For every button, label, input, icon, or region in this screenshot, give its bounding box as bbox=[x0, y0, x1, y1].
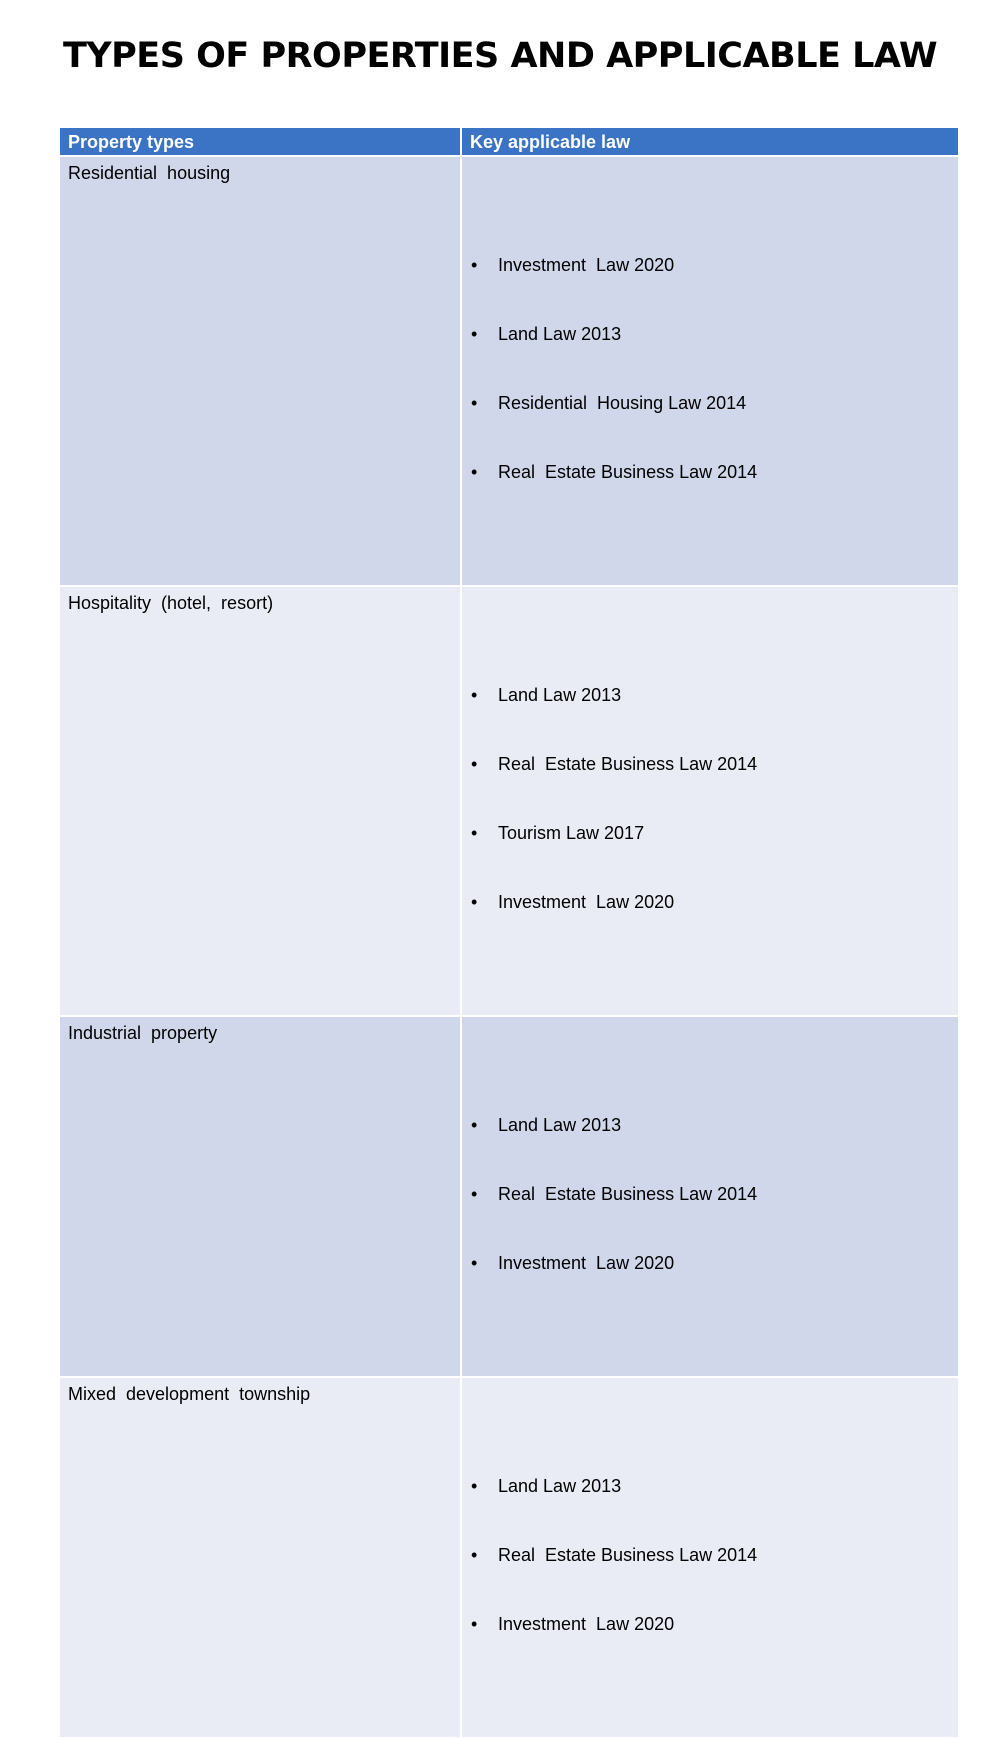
applicable-law-cell bbox=[461, 586, 959, 1016]
bullet-icon: • bbox=[471, 1184, 478, 1204]
law-item bbox=[470, 1475, 950, 1498]
law-item-label: Real Estate Business Law 2014 bbox=[498, 1545, 758, 1565]
bullet-icon: • bbox=[471, 1253, 478, 1273]
bullet-icon: • bbox=[471, 393, 478, 413]
law-item-label: Investment Law 2020 bbox=[498, 1253, 675, 1273]
law-item-label: Residential Housing Law 2014 bbox=[498, 393, 747, 413]
property-type-cell: Mixed development township bbox=[59, 1377, 461, 1738]
table-row bbox=[59, 1377, 959, 1738]
law-item-label: Tourism Law 2017 bbox=[498, 823, 645, 843]
property-type-cell: Industrial property bbox=[59, 1016, 461, 1377]
bullet-icon: • bbox=[471, 1545, 478, 1565]
table-row bbox=[59, 156, 959, 586]
slide-title: TYPES OF PROPERTIES AND APPLICABLE LAW bbox=[62, 36, 938, 76]
bullet-icon: • bbox=[471, 754, 478, 774]
header-key-applicable-law: Key applicable law bbox=[461, 127, 959, 156]
law-item bbox=[470, 1252, 950, 1275]
property-type-cell: Residential housing bbox=[59, 156, 461, 586]
table-row bbox=[59, 586, 959, 1016]
law-item-label: Land Law 2013 bbox=[498, 685, 622, 705]
law-item-label: Investment Law 2020 bbox=[498, 1614, 675, 1634]
law-list bbox=[470, 638, 950, 960]
applicable-law-cell bbox=[461, 1016, 959, 1377]
law-item bbox=[470, 1544, 950, 1567]
law-item bbox=[470, 1183, 950, 1206]
law-item-label: Real Estate Business Law 2014 bbox=[498, 1184, 758, 1204]
law-item bbox=[470, 1114, 950, 1137]
bullet-icon: • bbox=[471, 1614, 478, 1634]
law-item bbox=[470, 323, 950, 346]
law-item bbox=[470, 891, 950, 914]
law-list bbox=[470, 1429, 950, 1682]
law-item-label: Investment Law 2020 bbox=[498, 892, 675, 912]
bullet-icon: • bbox=[471, 823, 478, 843]
law-item-label: Investment Law 2020 bbox=[498, 255, 675, 275]
law-item bbox=[470, 753, 950, 776]
bullet-icon: • bbox=[471, 255, 478, 275]
law-item-label: Land Law 2013 bbox=[498, 324, 622, 344]
table-header-row bbox=[59, 127, 959, 156]
property-law-table bbox=[58, 126, 960, 1739]
bullet-icon: • bbox=[471, 1476, 478, 1496]
law-item bbox=[470, 684, 950, 707]
law-item bbox=[470, 822, 950, 845]
bullet-icon: • bbox=[471, 685, 478, 705]
applicable-law-cell bbox=[461, 1377, 959, 1738]
law-item-label: Land Law 2013 bbox=[498, 1476, 622, 1496]
law-item bbox=[470, 461, 950, 484]
law-item-label: Real Estate Business Law 2014 bbox=[498, 754, 758, 774]
law-list bbox=[470, 208, 950, 530]
law-item-label: Real Estate Business Law 2014 bbox=[498, 462, 758, 482]
law-item-label: Land Law 2013 bbox=[498, 1115, 622, 1135]
bullet-icon: • bbox=[471, 892, 478, 912]
table-row bbox=[59, 1016, 959, 1377]
law-item bbox=[470, 392, 950, 415]
bullet-icon: • bbox=[471, 324, 478, 344]
property-type-cell: Hospitality (hotel, resort) bbox=[59, 586, 461, 1016]
header-property-types: Property types bbox=[59, 127, 461, 156]
law-list bbox=[470, 1068, 950, 1321]
law-item bbox=[470, 254, 950, 277]
bullet-icon: • bbox=[471, 1115, 478, 1135]
law-item bbox=[470, 1613, 950, 1636]
bullet-icon: • bbox=[471, 462, 478, 482]
applicable-law-cell bbox=[461, 156, 959, 586]
